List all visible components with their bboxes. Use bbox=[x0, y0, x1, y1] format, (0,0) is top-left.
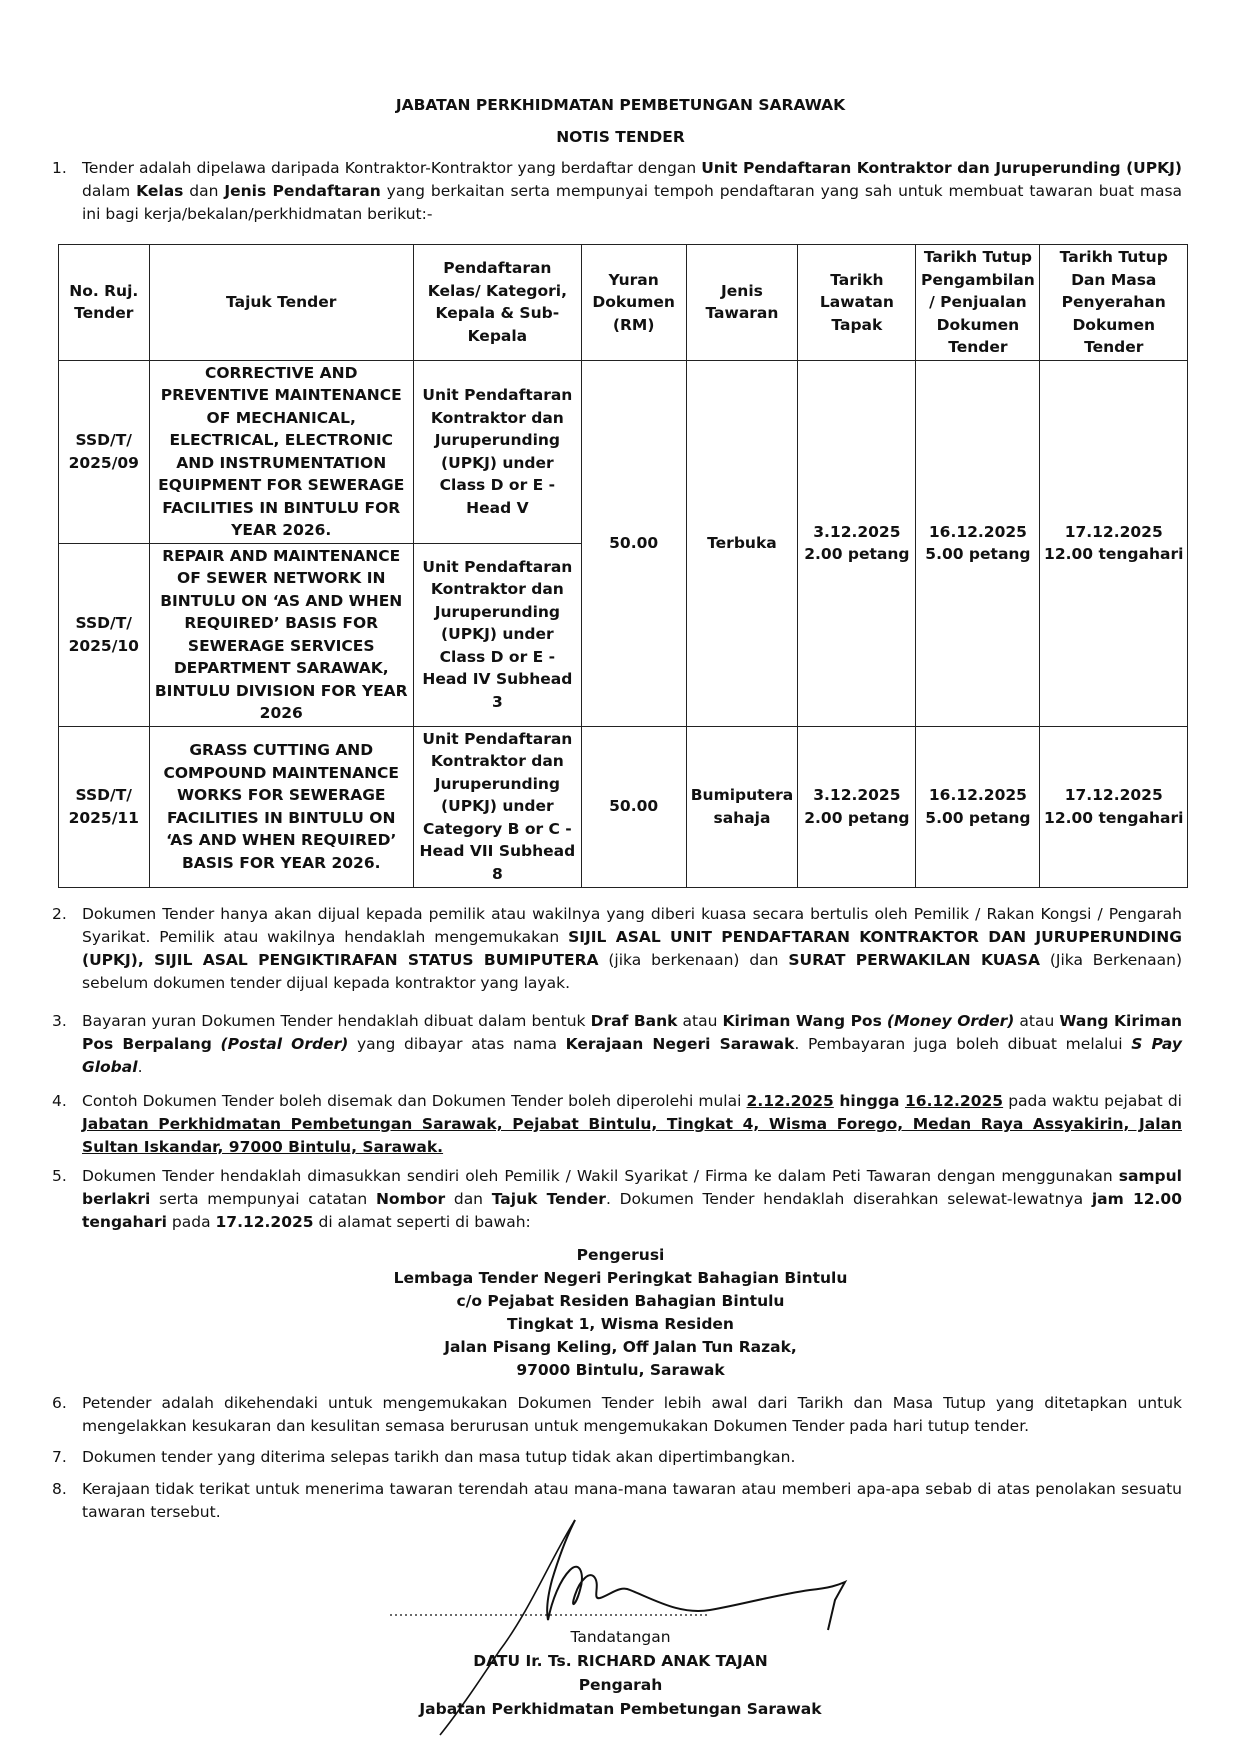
submit-close-cell: 17.12.2025 12.00 tengahari bbox=[1040, 360, 1188, 726]
table-header-row bbox=[59, 245, 1188, 361]
paragraph-number: 6. bbox=[52, 1394, 67, 1412]
tender-title: GRASS CUTTING AND COMPOUND MAINTENANCE WORKS FOR SEWERAGE FACILITIES IN BINTULU ON ‘AS AND WHEN REQUIRED’ BASIS FOR YEAR 2026. bbox=[149, 726, 413, 887]
paragraph-8: 8. Kerajaan tidak terikat untuk menerima tawaran terendah atau mana-mana tawaran atau memberi apa-apa sebab di atas penolakan sesuatu tawaran tersebut. bbox=[52, 1480, 1182, 1521]
header-visit: Tarikh Lawatan Tapak bbox=[798, 245, 916, 361]
header-ref: No. Ruj. Tender bbox=[59, 245, 150, 361]
paragraph-number: 8. bbox=[52, 1480, 67, 1498]
signatory-position: Pengarah bbox=[578, 1676, 663, 1694]
signatory-department: Jabatan Perkhidmatan Pembetungan Sarawak bbox=[419, 1700, 822, 1718]
submit-close-cell: 17.12.2025 12.00 tengahari bbox=[1040, 726, 1188, 887]
tender-title: REPAIR AND MAINTENANCE OF SEWER NETWORK IN BINTULU ON ‘AS AND WHEN REQUIRED’ BASIS FOR SEWERAGE SERVICES DEPARTMENT SARAWAK, BINTULU DIVISION FOR YEAR 2026 bbox=[149, 543, 413, 726]
tender-class: Unit Pendaftaran Kontraktor dan Juruperunding (UPKJ) under Category B or C - Head VII Subhead 8 bbox=[413, 726, 581, 887]
paragraph-number: 4. bbox=[52, 1092, 67, 1110]
paragraph-3: 3. Bayaran yuran Dokumen Tender hendaklah dibuat dalam bentuk Draf Bank atau Kiriman Wang Pos (Money Order) atau Wang Kiriman Pos Berpalang (Postal Order) yang dibayar atas nama Kerajaan Negeri Sarawak. Pembayaran juga boleh dibuat melalui S Pay Global. bbox=[52, 1012, 1182, 1076]
tender-type: Bumiputera sahaja bbox=[686, 726, 798, 887]
signatory-name: DATU Ir. Ts. RICHARD ANAK TAJAN bbox=[473, 1652, 768, 1670]
table-row bbox=[59, 360, 1188, 543]
paragraph-number: 2. bbox=[52, 905, 67, 923]
tender-fee: 50.00 bbox=[581, 726, 686, 887]
paragraph-number: 3. bbox=[52, 1012, 67, 1030]
paragraph-1: 1. Tender adalah dipelawa daripada Kontraktor-Kontraktor yang berdaftar dengan Unit Pendaftaran Kontraktor dan Juruperunding (UPKJ) dalam Kelas dan Jenis Pendaftaran yang berkaitan serta mempunyai tempoh pendaftaran yang sah untuk membuat tawaran buat masa ini bagi kerja/bekalan/perkhidmatan berikut:- bbox=[52, 159, 1183, 223]
signature-label: Tandatangan bbox=[570, 1628, 671, 1646]
tender-fee: 50.00 bbox=[581, 360, 686, 726]
collect-close-cell: 16.12.2025 5.00 petang bbox=[916, 726, 1040, 887]
header-submit: Tarikh Tutup Dan Masa Penyerahan Dokumen Tender bbox=[1040, 245, 1188, 361]
header-class: Pendaftaran Kelas/ Kategori, Kepala & Sub-Kepala bbox=[413, 245, 581, 361]
tender-type: Terbuka bbox=[686, 360, 798, 726]
tender-class: Unit Pendaftaran Kontraktor dan Juruperunding (UPKJ) under Class D or E - Head IV Subhead 3 bbox=[413, 543, 581, 726]
tender-title: CORRECTIVE AND PREVENTIVE MAINTENANCE OF MECHANICAL, ELECTRICAL, ELECTRONIC AND INSTRUMENTATION EQUIPMENT FOR SEWERAGE FACILITIES IN BINTULU FOR YEAR 2026. bbox=[149, 360, 413, 543]
paragraph-7: 7. Dokumen tender yang diterima selepas tarikh dan masa tutup tidak akan dipertimbangkan. bbox=[52, 1446, 1182, 1469]
paragraph-number: 1. bbox=[52, 159, 67, 177]
table-row bbox=[59, 726, 1188, 887]
paragraph-6: 6. Petender adalah dikehendaki untuk mengemukakan Dokumen Tender lebih awal dari Tarikh dan Masa Tutup yang ditetapkan untuk mengelakkan kesukaran dan kesulitan semasa berurusan untuk mengemukakan Dokumen Tender pada hari tutup tender. bbox=[52, 1394, 1182, 1435]
paragraph-number: 5. bbox=[52, 1167, 67, 1185]
tender-ref: SSD/T/ 2025/09 bbox=[59, 360, 150, 543]
tender-ref: SSD/T/ 2025/11 bbox=[59, 726, 150, 887]
site-visit-cell: 3.12.2025 2.00 petang bbox=[798, 726, 916, 887]
header-title: Tajuk Tender bbox=[149, 245, 413, 361]
department-heading: JABATAN PERKHIDMATAN PEMBETUNGAN SARAWAK bbox=[395, 96, 846, 114]
paragraph-5: 5. Dokumen Tender hendaklah dimasukkan sendiri oleh Pemilik / Wakil Syarikat / Firma ke dalam Peti Tawaran dengan menggunakan sampul berlakri serta mempunyai catatan Nombor dan Tajuk Tender. Dokumen Tender hendaklah diserahkan selewat-lewatnya jam 12.00 tengahari pada 17.12.2025 di alamat seperti di bawah: bbox=[52, 1167, 1182, 1231]
tender-table bbox=[58, 244, 1188, 888]
header-type: Jenis Tawaran bbox=[686, 245, 798, 361]
paragraph-2: 2. Dokumen Tender hanya akan dijual kepada pemilik atau wakilnya yang diberi kuasa secara bertulis oleh Pemilik / Rakan Kongsi / Pengarah Syarikat. Pemilik atau wakilnya hendaklah mengemukakan SIJIL ASAL UNIT PENDAFTARAN KONTRAKTOR DAN JURUPERUNDING (UPKJ), SIJIL ASAL PENGIKTIRAFAN STATUS BUMIPUTERA (jika berkenaan) dan SURAT PERWAKILAN KUASA (Jika Berkenaan) sebelum dokumen tender dijual kepada kontraktor yang layak. bbox=[52, 905, 1182, 992]
submission-address: Pengerusi Lembaga Tender Negeri Peringkat Bahagian Bintulu c/o Pejabat Residen Bahagian Bintulu Tingkat 1, Wisma Residen Jalan Pisang Keling, Off Jalan Tun Razak, 97000 Bintulu, Sarawak bbox=[393, 1246, 848, 1379]
paragraph-4: 4. Contoh Dokumen Tender boleh disemak dan Dokumen Tender boleh diperolehi mulai 2.12.2025 hingga 16.12.2025 pada waktu pejabat di Jabatan Perkhidmatan Pembetungan Sarawak, Pejabat Bintulu, Tingkat 4, Wisma Forego, Medan Raya Assyakirin, Jalan Sultan Iskandar, 97000 Bintulu, Sarawak. bbox=[52, 1092, 1182, 1156]
header-collect: Tarikh Tutup Pengambilan / Penjualan Dokumen Tender bbox=[916, 245, 1040, 361]
tender-class: Unit Pendaftaran Kontraktor dan Juruperunding (UPKJ) under Class D or E - Head V bbox=[413, 360, 581, 543]
site-visit-cell: 3.12.2025 2.00 petang bbox=[798, 360, 916, 726]
collect-close-cell: 16.12.2025 5.00 petang bbox=[916, 360, 1040, 726]
paragraph-number: 7. bbox=[52, 1448, 67, 1466]
page-title: NOTIS TENDER bbox=[556, 128, 685, 146]
header-fee: Yuran Dokumen (RM) bbox=[581, 245, 686, 361]
tender-ref: SSD/T/ 2025/10 bbox=[59, 543, 150, 726]
